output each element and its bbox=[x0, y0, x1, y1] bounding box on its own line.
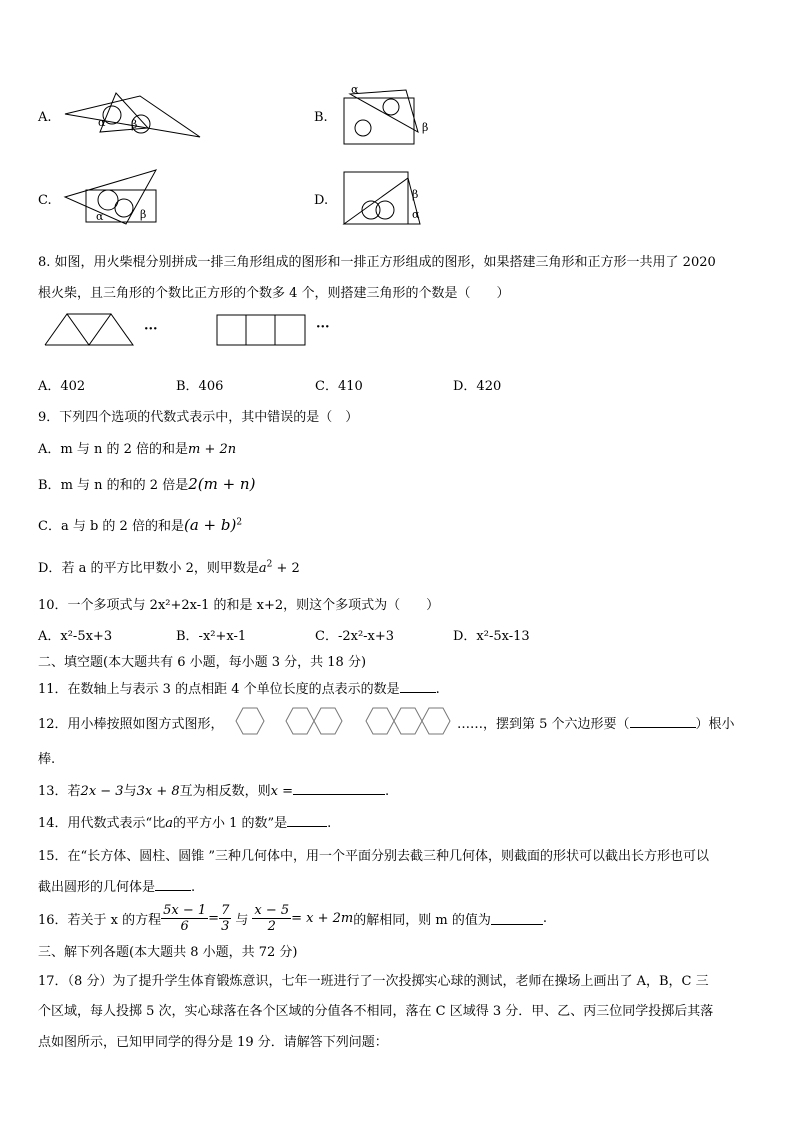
q14-end: . bbox=[327, 816, 332, 831]
option-b-label: B. bbox=[314, 110, 328, 125]
q16-mid: 与 bbox=[235, 912, 249, 928]
beta-label-7a: β bbox=[131, 118, 138, 131]
q13-end: . bbox=[385, 784, 390, 799]
q17-line2: 个区域，每人投掷 5 次，实心球落在各个区域的分值各不相同，落在 C 区域得 3 分．甲、乙、丙三位同学投掷后其落 bbox=[38, 1004, 714, 1019]
q14-var: a bbox=[165, 816, 173, 831]
q11-answer-blank[interactable] bbox=[400, 679, 436, 693]
q12-text: 12．用小棒按照如图方式图形， bbox=[38, 717, 224, 732]
q13-expr3: x = bbox=[270, 784, 293, 799]
option-c-label: C. bbox=[38, 193, 52, 208]
beta-label-7c: β bbox=[140, 208, 147, 221]
q12-line1-tail bbox=[457, 713, 735, 732]
q14-pre: 14．用代数式表示“比 bbox=[38, 816, 166, 831]
section-2-heading: 二、填空题(本大题共有 6 小题，每小题 3 分，共 18 分) bbox=[38, 655, 367, 670]
q9-b-expr: 2(m + n) bbox=[188, 475, 256, 493]
q12-line1 bbox=[38, 713, 224, 732]
q12-mid: ……，摆到第 5 个六边形要（ bbox=[457, 717, 630, 732]
q14-answer-blank[interactable] bbox=[287, 813, 327, 827]
beta-label-7b: β bbox=[422, 121, 429, 134]
q16-fraction-1 bbox=[161, 903, 208, 934]
alpha-label-7a: α bbox=[98, 116, 106, 129]
q13 bbox=[38, 780, 389, 799]
q16-f2-num: 7 bbox=[221, 902, 230, 918]
q15-line1: 15．在“长方体、圆柱、圆锥 ”三种几何体中，用一个平面分别去截三种几何体，则截面的形状可以截出长方形也可以 bbox=[38, 849, 709, 864]
q12-post: ）根小 bbox=[695, 717, 735, 732]
q16-answer-blank[interactable] bbox=[491, 911, 543, 925]
q9-a-expr: m + 2n bbox=[188, 442, 237, 457]
q16-eq2: = x + 2m bbox=[291, 910, 354, 926]
q9-d-label: D． bbox=[38, 561, 62, 576]
q9-a-label: A． bbox=[38, 442, 61, 457]
q10-option-d: D．x²-5x-13 bbox=[453, 629, 530, 644]
q9-b-text: m 与 n 的和的 2 倍是 bbox=[60, 478, 189, 493]
q16-end: . bbox=[542, 910, 547, 926]
q9-d-expr: a bbox=[258, 561, 267, 576]
option-d-label: D. bbox=[314, 193, 329, 208]
q9-option-a bbox=[38, 438, 236, 457]
q13-pre: 13．若 bbox=[38, 784, 81, 799]
q9-stem: 9．下列四个选项的代数式表示中，其中错误的是（ ） bbox=[38, 410, 359, 425]
q17-line1: 17．（8 分）为了提升学生体育锻炼意识，七年一班进行了一次投掷实心球的测试，老师在操场上画出了 A，B，C 三 bbox=[38, 974, 709, 989]
q8-line2: 根火柴，且三角形的个数比正方形的个数多 4 个，则搭建三角形的个数是（ ） bbox=[38, 286, 510, 301]
q9-b-label: B． bbox=[38, 478, 61, 493]
q10-option-a: A．x²-5x+3 bbox=[38, 629, 113, 644]
q15-line2 bbox=[38, 876, 195, 895]
q13-expr1: 2x − 3 bbox=[80, 784, 124, 799]
q8-option-d: D．420 bbox=[453, 379, 502, 394]
q16-fraction-2 bbox=[219, 903, 231, 934]
q10-stem: 10．一个多项式与 2x²+2x-1 的和是 x+2，则这个多项式为（ ） bbox=[38, 598, 440, 613]
q9-option-b bbox=[38, 474, 255, 493]
q12-answer-blank[interactable] bbox=[630, 714, 696, 728]
figure-7c bbox=[60, 166, 170, 228]
q8-line1: 8. 如图，用火柴棍分别拼成一排三角形组成的图形和一排正方形组成的图形，如果搭建三角形和正方形一共用了 2020 bbox=[38, 255, 716, 270]
q9-d-tail: + 2 bbox=[272, 561, 300, 576]
q16-f2-den: 3 bbox=[221, 918, 230, 934]
q16-f1-num: 5x − 1 bbox=[163, 902, 207, 918]
q9-option-d bbox=[38, 557, 300, 576]
q16-pre: 16．若关于 x 的方程 bbox=[38, 912, 162, 928]
alpha-label-7d: α bbox=[412, 208, 420, 221]
option-a-label: A. bbox=[38, 110, 52, 125]
q10-option-c: C．-2x²-x+3 bbox=[315, 629, 395, 644]
q9-option-c bbox=[38, 515, 242, 534]
q9-c-sup: 2 bbox=[236, 517, 243, 528]
q9-a-text: m 与 n 的 2 倍的和是 bbox=[60, 442, 189, 457]
q13-mid: 与 bbox=[123, 784, 137, 799]
q11-text: 11．在数轴上与表示 3 的点相距 4 个单位长度的点表示的数是 bbox=[38, 682, 400, 697]
q15-line2-text: 截出圆形的几何体是 bbox=[38, 880, 156, 895]
q16 bbox=[38, 898, 547, 938]
q9-d-sup: 2 bbox=[266, 559, 273, 570]
q15-end: . bbox=[191, 880, 196, 895]
q16-eq: = bbox=[208, 910, 220, 926]
q12-line2: 棒. bbox=[38, 752, 56, 767]
square-matchsticks-figure bbox=[216, 314, 308, 346]
ellipsis-squares: ··· bbox=[316, 320, 330, 335]
q14-mid: 的平方小 1 的数”是 bbox=[172, 816, 288, 831]
q16-fraction-3 bbox=[252, 903, 291, 934]
beta-label-7d: β bbox=[412, 188, 419, 201]
q16-post: 的解相同，则 m 的值为 bbox=[353, 912, 491, 928]
alpha-label-7b: α bbox=[351, 83, 359, 96]
hexagon-pattern-figure bbox=[234, 703, 452, 739]
section-3-heading: 三、解下列各题(本大题共 8 小题，共 72 分) bbox=[38, 945, 298, 960]
alpha-label-7c: α bbox=[96, 210, 104, 223]
q16-f1-den: 6 bbox=[180, 918, 189, 934]
q15-answer-blank[interactable] bbox=[155, 877, 191, 891]
q8-option-c: C．410 bbox=[315, 379, 363, 394]
q9-c-label: C． bbox=[38, 519, 61, 534]
q11 bbox=[38, 678, 440, 697]
q11-end: . bbox=[435, 682, 440, 697]
ellipsis-triangles: ··· bbox=[144, 322, 158, 337]
q13-mid2: 互为相反数，则 bbox=[179, 784, 271, 799]
q9-d-text: 若 a 的平方比甲数小 2，则甲数是 bbox=[61, 561, 259, 576]
q9-c-text: a 与 b 的 2 倍的和是 bbox=[60, 519, 184, 534]
q13-expr2: 3x + 8 bbox=[136, 784, 180, 799]
q17-line3: 点如图所示，已知甲同学的得分是 19 分．请解答下列问题： bbox=[38, 1035, 388, 1050]
q10-option-b: B．-x²+x-1 bbox=[176, 629, 247, 644]
q16-f3-den: 2 bbox=[267, 918, 276, 934]
q8-option-a: A．402 bbox=[38, 379, 86, 394]
q13-answer-blank[interactable] bbox=[293, 781, 385, 795]
q8-option-b: B．406 bbox=[176, 379, 224, 394]
triangle-matchsticks-figure bbox=[44, 313, 136, 347]
q14 bbox=[38, 812, 331, 831]
q16-f3-num: x − 5 bbox=[254, 902, 290, 918]
q9-c-expr: (a + b) bbox=[183, 516, 237, 534]
